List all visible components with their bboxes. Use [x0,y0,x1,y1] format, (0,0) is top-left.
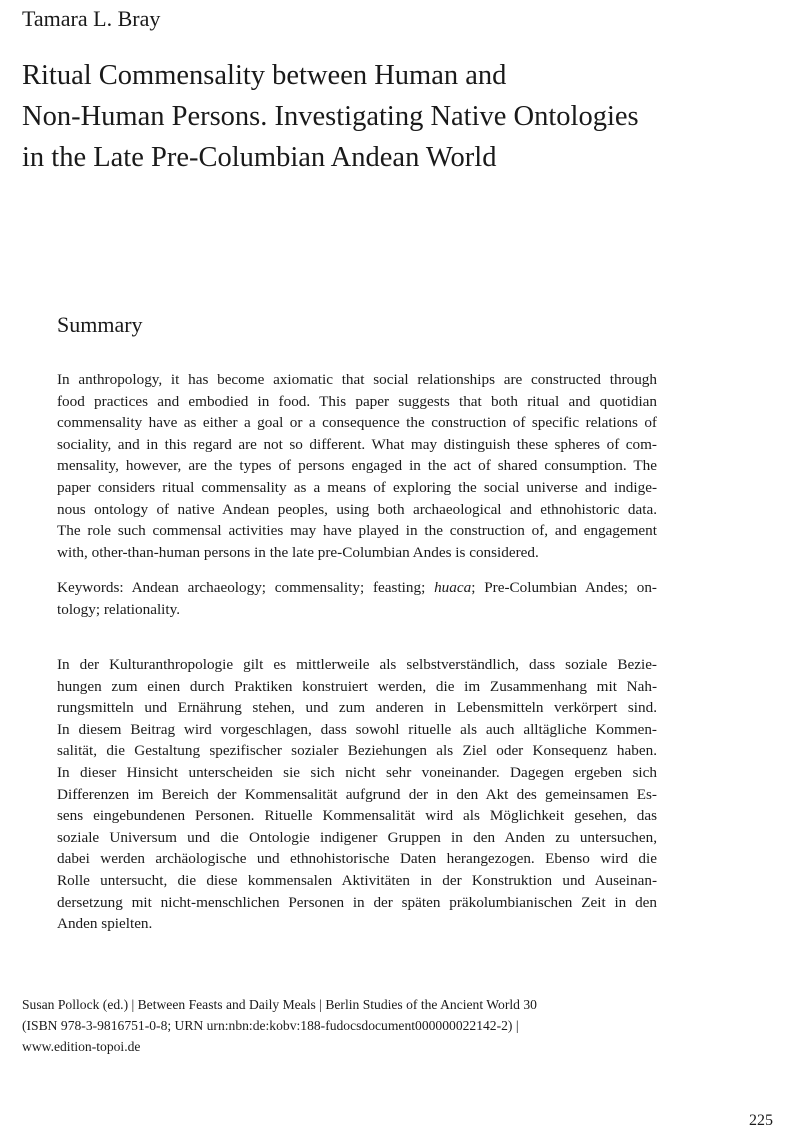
citation-footer [22,994,722,1057]
title-line: in the Late Pre-Columbian Andean World [22,142,497,173]
abstract-line: paper considers ritual commensality as a means of exploring the social universe and indige- [57,478,657,496]
keywords-text: Keywords: Andean archaeology; commensality; feasting; [57,579,435,596]
german-line: salität, die Gestaltung spezifischer sozialer Beziehungen als Ziel oder Konsequenz haben. [57,742,657,760]
abstract-line: commensality have as either a goal or a consequence the construction of specific relations of [57,414,657,432]
article-title [22,55,762,178]
footer-line: Susan Pollock (ed.) | Between Feasts and Daily Meals | Berlin Studies of the Ancient World 30 [22,997,537,1012]
german-line: rungsmitteln und Ernährung stehen, und zum anderen in Lebensmitteln verkörpert sind. [57,699,657,717]
german-line: Differenzen im Bereich der Kommensalität aufgrund der in den Akt des gemeinsamen Es- [57,785,657,803]
german-line: Rolle untersucht, die diese kommensalen Aktivitäten in der Konstruktion und Auseinan- [57,871,657,889]
german-line: In dieser Hinsicht unterscheiden sie sich nicht sehr voneinander. Dagegen ergeben sich [57,763,657,781]
footer-line: (ISBN 978-3-9816751-0-8; URN urn:nbn:de:kobv:188-fudocsdocument000000022142-2) | [22,1018,519,1033]
german-abstract-paragraph [57,654,657,935]
abstract-line: mensality, however, are the types of persons engaged in the act of shared consumption. The [57,457,657,475]
footer-link[interactable]: www.edition-topoi.de [22,1039,141,1054]
keywords-paragraph [57,577,657,620]
keywords-text: ; Pre-Columbian Andes; on- [471,579,657,596]
abstract-line: In anthropology, it has become axiomatic that social relationships are constructed through [57,371,657,388]
german-line: In der Kulturanthropologie gilt es mittlerweile als selbstverständlich, dass soziale Bezie- [57,656,657,673]
german-line: sens eingebundenen Personen. Rituelle Kommensalität wird als Möglichkeit gesehen, das [57,807,657,825]
title-line: Ritual Commensality between Human and [22,60,507,91]
abstract-line: nous ontology of native Andean peoples, using both archaeological and ethnohistoric data. [57,500,657,518]
german-line: soziale Universum und die Ontologie indigener Gruppen in den Anden zu untersuchen, [57,828,657,846]
keywords-line [57,577,657,599]
abstract-line: food practices and embodied in food. This paper suggests that both ritual and quotidian [57,392,657,410]
keyword-huaca: huaca [434,579,472,596]
title-line: Non-Human Persons. Investigating Native Ontologies [22,101,639,132]
german-line: hungen zum einen durch Praktiken konstruiert werden, die im Zusammenhang mit Nah- [57,677,657,695]
german-line: dabei werden archäologische und ethnohistorische Daten herangezogen. Ebenso wird die [57,850,657,868]
author-name: Tamara L. Bray [22,6,161,31]
abstract-line: sociality, and in this regard are not so different. What may distinguish these spheres of com- [57,435,657,453]
german-line: In diesem Beitrag wird vorgeschlagen, dass sowohl rituelle als auch alltägliche Kommen- [57,720,657,738]
german-line: Anden spielten. [57,915,153,933]
abstract-line: with, other-than-human persons in the late pre-Columbian Andes is considered. [57,543,539,561]
abstract-line: The role such commensal activities may have played in the construction of, and engagement [57,522,657,540]
summary-heading: Summary [57,312,143,337]
abstract-paragraph [57,369,657,563]
keywords-line: tology; relationality. [57,600,181,618]
german-line: dersetzung mit nicht-menschlichen Personen in der späten präkolumbianischen Zeit in den [57,893,657,911]
page-number: 225 [749,1112,773,1129]
